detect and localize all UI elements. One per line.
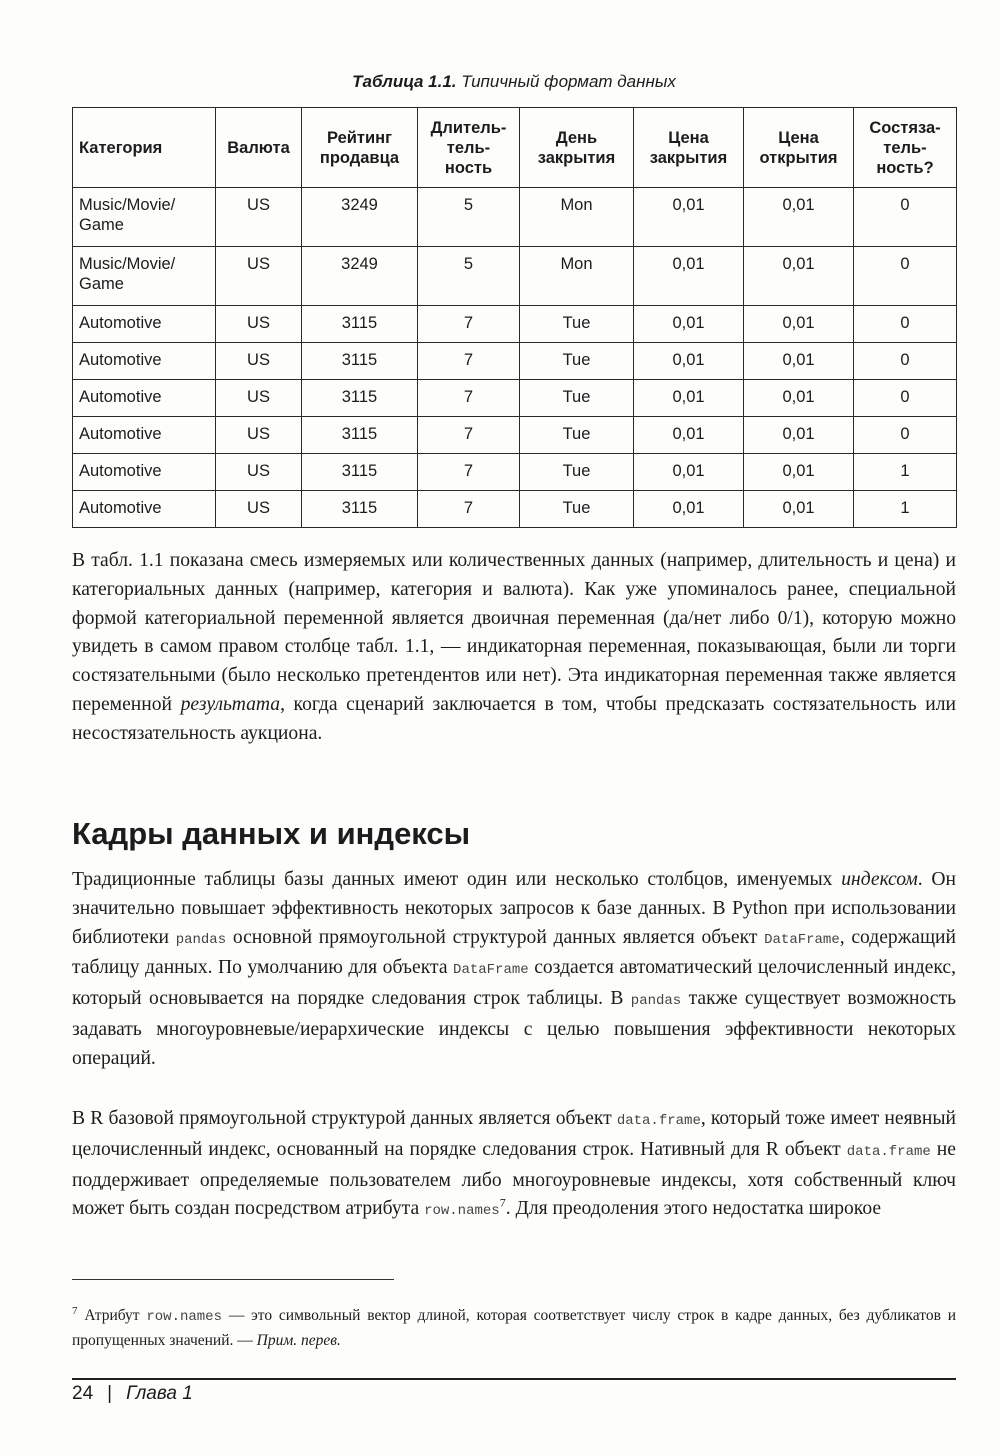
data-format-table: [72, 107, 957, 528]
paragraph-table-description: В табл. 1.1 показана смесь измеряемых или количественных данных (например, длительность и цена) и категориальных данных (например, категория и валюта). Как уже упоминалось ранее, специальной формой категориальной переменной является двоичная переменная (да/нет либо 0/1), которую можно увидеть в самом правом столбце табл. 1.1, — индикаторная переменная, показывающая, были ли торги состязательными (было несколько претендентов или нет). Эта индикаторная переменная также является переменной результата, когда сценарий заключается в том, чтобы предсказать состязательность или несостязательность аукциона.: [72, 550, 956, 744]
section-heading: Кадры данных и индексы: [72, 816, 471, 851]
table-cell: 0: [854, 306, 957, 343]
footnote-ref: 7: [499, 1195, 506, 1210]
table-cell: Mon: [520, 188, 634, 247]
table-cell: 0,01: [634, 454, 744, 491]
table-cell: 0,01: [744, 491, 854, 528]
table-cell: 3115: [302, 343, 418, 380]
table-cell: US: [216, 343, 302, 380]
table-header-cell: День закрытия: [520, 108, 634, 188]
table-cell: 7: [418, 454, 520, 491]
table-header-cell: Состяза-тель-ность?: [854, 108, 957, 188]
table-cell: 7: [418, 380, 520, 417]
table-cell: US: [216, 454, 302, 491]
table-row: [73, 188, 957, 247]
chapter-label: Глава 1: [126, 1383, 193, 1404]
table-row: [73, 306, 957, 343]
footer-separator: |: [107, 1383, 113, 1404]
table-row: [73, 417, 957, 454]
table-cell: 0: [854, 380, 957, 417]
table-cell: 3115: [302, 306, 418, 343]
table-cell: Music/Movie/ Game: [73, 188, 216, 247]
table-cell: 7: [418, 343, 520, 380]
table-cell: 0,01: [634, 380, 744, 417]
table-cell: 0: [854, 343, 957, 380]
table-cell: 0,01: [634, 306, 744, 343]
page-footer: [72, 1383, 193, 1405]
table-row: [73, 247, 957, 306]
table-cell: 5: [418, 247, 520, 306]
table-cell: 0: [854, 247, 957, 306]
table-caption-number: Таблица 1.1.: [352, 72, 457, 91]
table-cell: 0,01: [744, 247, 854, 306]
table-cell: 0,01: [634, 343, 744, 380]
footnote-divider: [72, 1279, 394, 1280]
table-cell: 0,01: [634, 417, 744, 454]
table-cell: 0,01: [744, 417, 854, 454]
table-cell: Tue: [520, 343, 634, 380]
table-cell: Mon: [520, 247, 634, 306]
footnote: $^7$ Атрибут row.names — это символьный вектор длиной, которая соответствует числу строк в кадре данных, без дубликатов и пропущенных значений. — Прим. перев.: [72, 1305, 957, 1350]
table-cell: 5: [418, 188, 520, 247]
table-cell: 0,01: [744, 306, 854, 343]
table-cell: 3249: [302, 188, 418, 247]
table-cell: Tue: [520, 380, 634, 417]
table-cell: 1: [854, 491, 957, 528]
table-cell: Music/Movie/ Game: [73, 247, 216, 306]
table-cell: Automotive: [73, 417, 216, 454]
page-number: 24: [72, 1383, 94, 1404]
table-cell: Tue: [520, 454, 634, 491]
table-header-cell: Рейтинг продавца: [302, 108, 418, 188]
table-cell: Automotive: [73, 343, 216, 380]
table-cell: Automotive: [73, 380, 216, 417]
table-cell: US: [216, 306, 302, 343]
table-cell: 0,01: [634, 247, 744, 306]
table-header-cell: Валюта: [216, 108, 302, 188]
table-cell: 0,01: [634, 491, 744, 528]
table-header-row: [73, 108, 957, 188]
table-cell: 7: [418, 491, 520, 528]
table-cell: 0: [854, 417, 957, 454]
table-header-cell: Цена открытия: [744, 108, 854, 188]
table-cell: 3115: [302, 417, 418, 454]
table-cell: Automotive: [73, 491, 216, 528]
table-cell: US: [216, 380, 302, 417]
table-cell: 7: [418, 417, 520, 454]
table-header-cell: Длитель-тель-ность: [418, 108, 520, 188]
table-caption-title: Типичный формат данных: [461, 72, 676, 91]
table-cell: Tue: [520, 417, 634, 454]
table-row: [73, 491, 957, 528]
table-cell: 3115: [302, 380, 418, 417]
table-row: [73, 380, 957, 417]
table-cell: 3249: [302, 247, 418, 306]
table-cell: 0,01: [744, 454, 854, 491]
table-header-cell: Категория: [73, 108, 216, 188]
table-cell: 3115: [302, 491, 418, 528]
table-cell: 7: [418, 306, 520, 343]
table-cell: 0,01: [744, 343, 854, 380]
table-cell: Automotive: [73, 454, 216, 491]
table-cell: US: [216, 491, 302, 528]
footer-divider: [72, 1378, 956, 1380]
table-row: [73, 454, 957, 491]
table-cell: 0,01: [634, 188, 744, 247]
table-cell: 0: [854, 188, 957, 247]
table-cell: US: [216, 247, 302, 306]
table-row: [73, 343, 957, 380]
table-cell: 0,01: [744, 188, 854, 247]
paragraph-dataframe-index: Традиционные таблицы базы данных имеют один или несколько столбцов, именуемых индексом. Он значительно повышает эффективность некоторых запросов к базе данных. В Python при использовании библиотеки pandas основной прямоугольной структурой данных является объект DataFrame, содержащий таблицу данных. По умолчанию для объекта DataFrame создается автоматический целочисленный индекс, который основывается на порядке следования строк таблицы. В pandas также существует возможность задавать многоуровневые/иерархические индексы с целью повышения эффективности некоторых операций.: [72, 869, 957, 1069]
table-cell: 3115: [302, 454, 418, 491]
table-cell: 0,01: [744, 380, 854, 417]
table-caption: [72, 72, 956, 92]
table-cell: 1: [854, 454, 957, 491]
table-cell: Tue: [520, 491, 634, 528]
paragraph-r-dataframe: В R базовой прямоугольной структурой данных является объект data.frame, который тоже имеет неявный целочисленный индекс, основанный на порядке следования строк. Нативный для R объект data.frame не поддерживает определяемые пользователем либо многоуровневые индексы, хотя собственный ключ может быть создан посредством атрибута row.names$^7$. Для преодоления этого недостатка широкое: [72, 1108, 956, 1220]
table-cell: US: [216, 188, 302, 247]
table-cell: Automotive: [73, 306, 216, 343]
table-cell: US: [216, 417, 302, 454]
table-cell: Tue: [520, 306, 634, 343]
table-header-cell: Цена закрытия: [634, 108, 744, 188]
